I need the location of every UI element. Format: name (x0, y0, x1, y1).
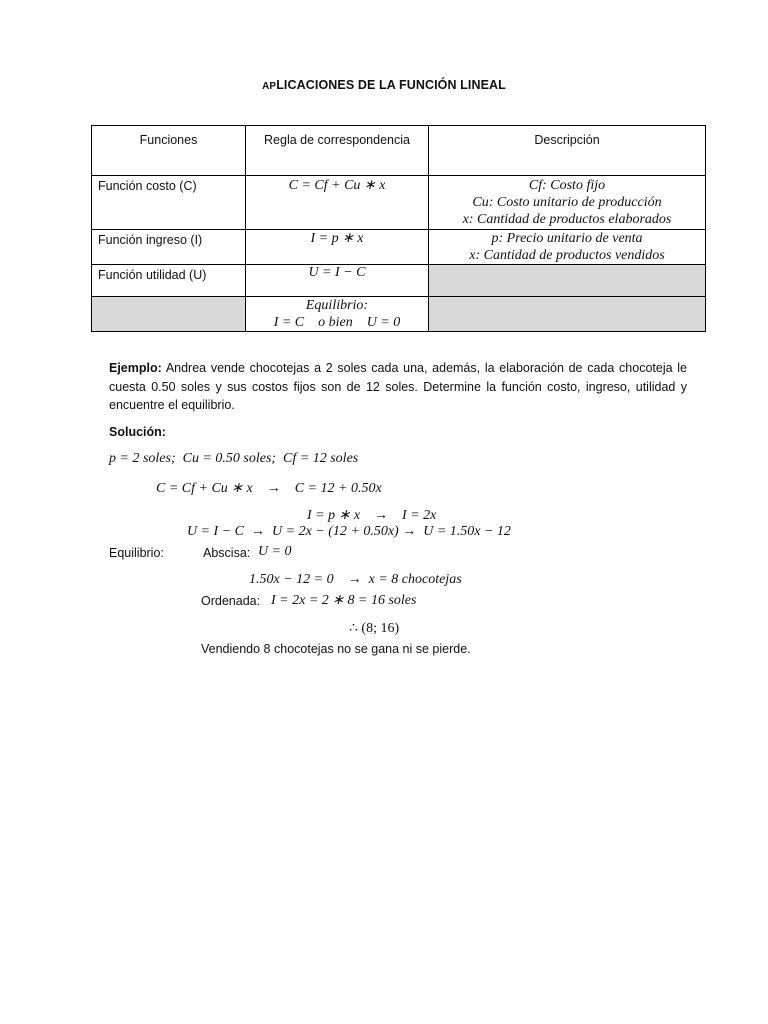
abscissa-equation: U = 0 (258, 544, 292, 559)
example-label: Ejemplo: (109, 361, 162, 375)
empty-cell (429, 265, 706, 297)
conclusion-text: Vendiendo 8 chocotejas no se gana ni se pierde. (201, 642, 471, 656)
row-label: Función costo (C) (92, 176, 246, 230)
empty-cell (429, 297, 706, 332)
table-row-equilibrium (92, 297, 706, 332)
example-paragraph (109, 359, 687, 415)
title-rest: LICACIONES DE LA FUNCIÓN LINEAL (276, 78, 506, 92)
solution-label: Solución: (109, 425, 166, 439)
abscissa-label: Abscisa: (203, 546, 251, 560)
empty-cell (92, 297, 246, 332)
desc-x-sold: x: Cantidad de productos vendidos (469, 248, 665, 263)
ordinate-label: Ordenada: (201, 594, 261, 608)
header-description: Descripción (429, 126, 706, 176)
functions-table (91, 125, 706, 332)
header-rule: Regla de correspondencia (246, 126, 429, 176)
desc-cf: Cf: Costo fijo (528, 178, 606, 193)
table-row-income (92, 230, 706, 265)
table-row-utility (92, 265, 706, 297)
utility-rule: U = I − C (308, 265, 366, 280)
cost-function-line: C = Cf + Cu ∗ x → C = 12 + 0.50x (156, 481, 382, 496)
ordinate-equation: I = 2x = 2 ∗ 8 = 16 soles (271, 593, 417, 608)
equilibrium-point: ∴ (8; 16) (349, 621, 400, 636)
income-function-line: I = p ∗ x → I = 2x (307, 508, 437, 523)
example-text: Andrea vende chocotejas a 2 soles cada una, además, la elaboración de cada chocoteja le cuesta 0.50 soles y sus costos fijos son de 12 soles. Determine la función costo, ingreso, utilidad y encuentre el equilibrio. (109, 361, 687, 412)
givens-line: p = 2 soles; Cu = 0.50 soles; Cf = 12 soles (109, 451, 359, 466)
equilibrium-label: Equilibrio: (305, 298, 369, 313)
desc-p: p: Precio unitario de venta (491, 231, 643, 246)
page-title (0, 78, 768, 92)
equilibrium-heading: Equilibrio: (109, 546, 164, 560)
row-label: Función ingreso (I) (92, 230, 246, 265)
income-rule: I = p ∗ x (310, 231, 364, 246)
cost-rule: C = Cf + Cu ∗ x (288, 178, 386, 193)
abscissa-solution: 1.50x − 12 = 0 → x = 8 chocotejas (249, 572, 462, 587)
header-functions: Funciones (92, 126, 246, 176)
utility-function-line: U = I − C → U = 2x − (12 + 0.50x) → U = 1.50x − 12 (187, 524, 511, 539)
table-row-cost (92, 176, 706, 230)
desc-x-elaborated: x: Cantidad de productos elaborados (462, 212, 672, 227)
table-header-row (92, 126, 706, 176)
row-label: Función utilidad (U) (92, 265, 246, 297)
equilibrium-rule: I = C o bien U = 0 (273, 315, 401, 330)
desc-cu: Cu: Costo unitario de producción (472, 195, 662, 210)
title-cap: AP (262, 81, 277, 92)
